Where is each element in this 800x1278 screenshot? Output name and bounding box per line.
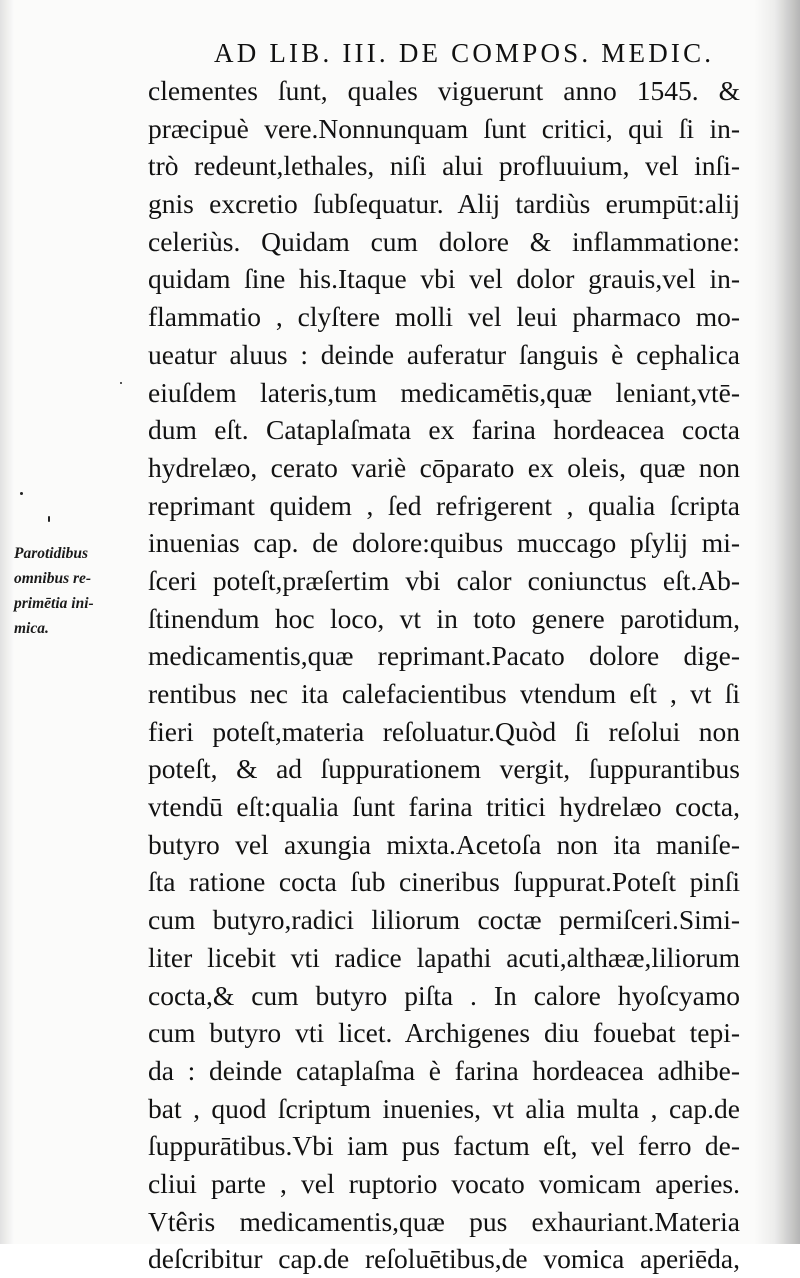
body-text: [148, 72, 740, 1278]
ink-speck: [20, 492, 23, 495]
text-line: præcipuè vere.Nonnunquam ſunt critici, qui ſi in-: [148, 112, 740, 144]
page-gutter-shadow: [0, 0, 14, 1244]
text-line: inuenias cap. de dolore:quibus muccago pſylij mi-: [148, 527, 740, 559]
marginal-note-line: mica.: [14, 620, 49, 637]
text-line: medicamentis,quæ reprimant.Pacato dolore dige-: [148, 640, 740, 672]
text-line: reprimant quidem , ſed refrigerent , qualia ſcripta: [148, 489, 740, 521]
text-line: bat , quod ſcriptum inuenies, vt alia multa , cap.de: [148, 1092, 740, 1124]
marginal-note-line: omnibus re-: [14, 570, 92, 587]
text-line: flammatio , clyſtere molli vel leui pharmaco mo-: [148, 301, 740, 333]
text-line: hydrelæo, cerato variè cōparato ex oleis, quæ non: [148, 451, 740, 483]
text-line: cliui parte , vel ruptorio vocato vomicam aperies.: [148, 1167, 740, 1199]
text-line: cocta,& cum butyro piſta . In calore hyoſcyamo: [148, 979, 740, 1011]
ink-speck: [120, 382, 122, 384]
text-line: ſceri poteſt,præſertim vbi calor coniunctus eſt.Ab-: [148, 564, 740, 596]
text-line: celeriùs. Quidam cum dolore & inflammatione:: [148, 225, 740, 257]
text-line: ſuppurātibus.Vbi iam pus factum eſt, vel ferro de-: [148, 1130, 740, 1162]
text-line: ſta ratione cocta ſub cineribus ſuppurat.Poteſt pinſi: [148, 866, 740, 898]
text-line: rentibus nec ita calefacientibus vtendum eſt , vt ſi: [148, 678, 740, 709]
text-line: trò redeunt,lethales, niſi alui profluuium, vel inſi-: [148, 150, 740, 182]
text-line: ſtinendum hoc loco, vt in toto genere parotidum,: [148, 602, 740, 634]
marginal-note-line: Parotidibus: [14, 545, 89, 562]
text-line: vtendū eſt:qualia ſunt farina tritici hydrelæo cocta,: [148, 791, 740, 823]
text-line: eiuſdem lateris,tum medicamētis,quæ leniant,vtē-: [148, 376, 740, 408]
text-line: poteſt, & ad ſuppurationem vergit, ſuppurantibus: [148, 753, 740, 785]
text-line: fieri poteſt,materia reſoluatur.Quòd ſi reſolui non: [148, 715, 740, 747]
running-head: AD LIB. III. DE COMPOS. MEDIC.: [214, 38, 715, 68]
marginal-note-line: primētia ini-: [14, 595, 94, 612]
text-line: ueatur aluus : deinde auferatur ſanguis è cephalica: [148, 338, 740, 370]
text-line: deſcribitur cap.de reſoluētibus,de vomica aperiēda,: [148, 1243, 740, 1275]
text-line: dum eſt. Cataplaſmata ex farina hordeacea cocta: [148, 414, 740, 446]
text-line: gnis excretio ſubſequatur. Alij tardiùs erumpūt:alij: [148, 188, 740, 220]
text-line: Vtêris medicamentis,quæ pus exhauriant.Materia: [148, 1205, 740, 1237]
text-line: da : deinde cataplaſma è farina hordeacea adhibe-: [148, 1054, 740, 1086]
ink-speck: [48, 516, 50, 522]
text-line: butyro vel axungia mixta.Acetoſa non ita maniſe-: [148, 828, 740, 860]
marginal-note: [14, 541, 146, 641]
text-line: cum butyro,radici liliorum coctæ permiſceri.Simi-: [148, 904, 740, 936]
text-line: cum butyro vti licet. Archigenes diu fouebat tepi-: [148, 1017, 740, 1049]
text-line: liter licebit vti radice lapathi acuti,althææ,liliorum: [148, 941, 740, 973]
page-edge-shadow: [754, 0, 800, 1244]
text-line: clementes ſunt, quales viguerunt anno 1545. &: [148, 75, 740, 106]
text-line: quidam ſine his.Itaque vbi vel dolor grauis,vel in-: [148, 263, 740, 295]
